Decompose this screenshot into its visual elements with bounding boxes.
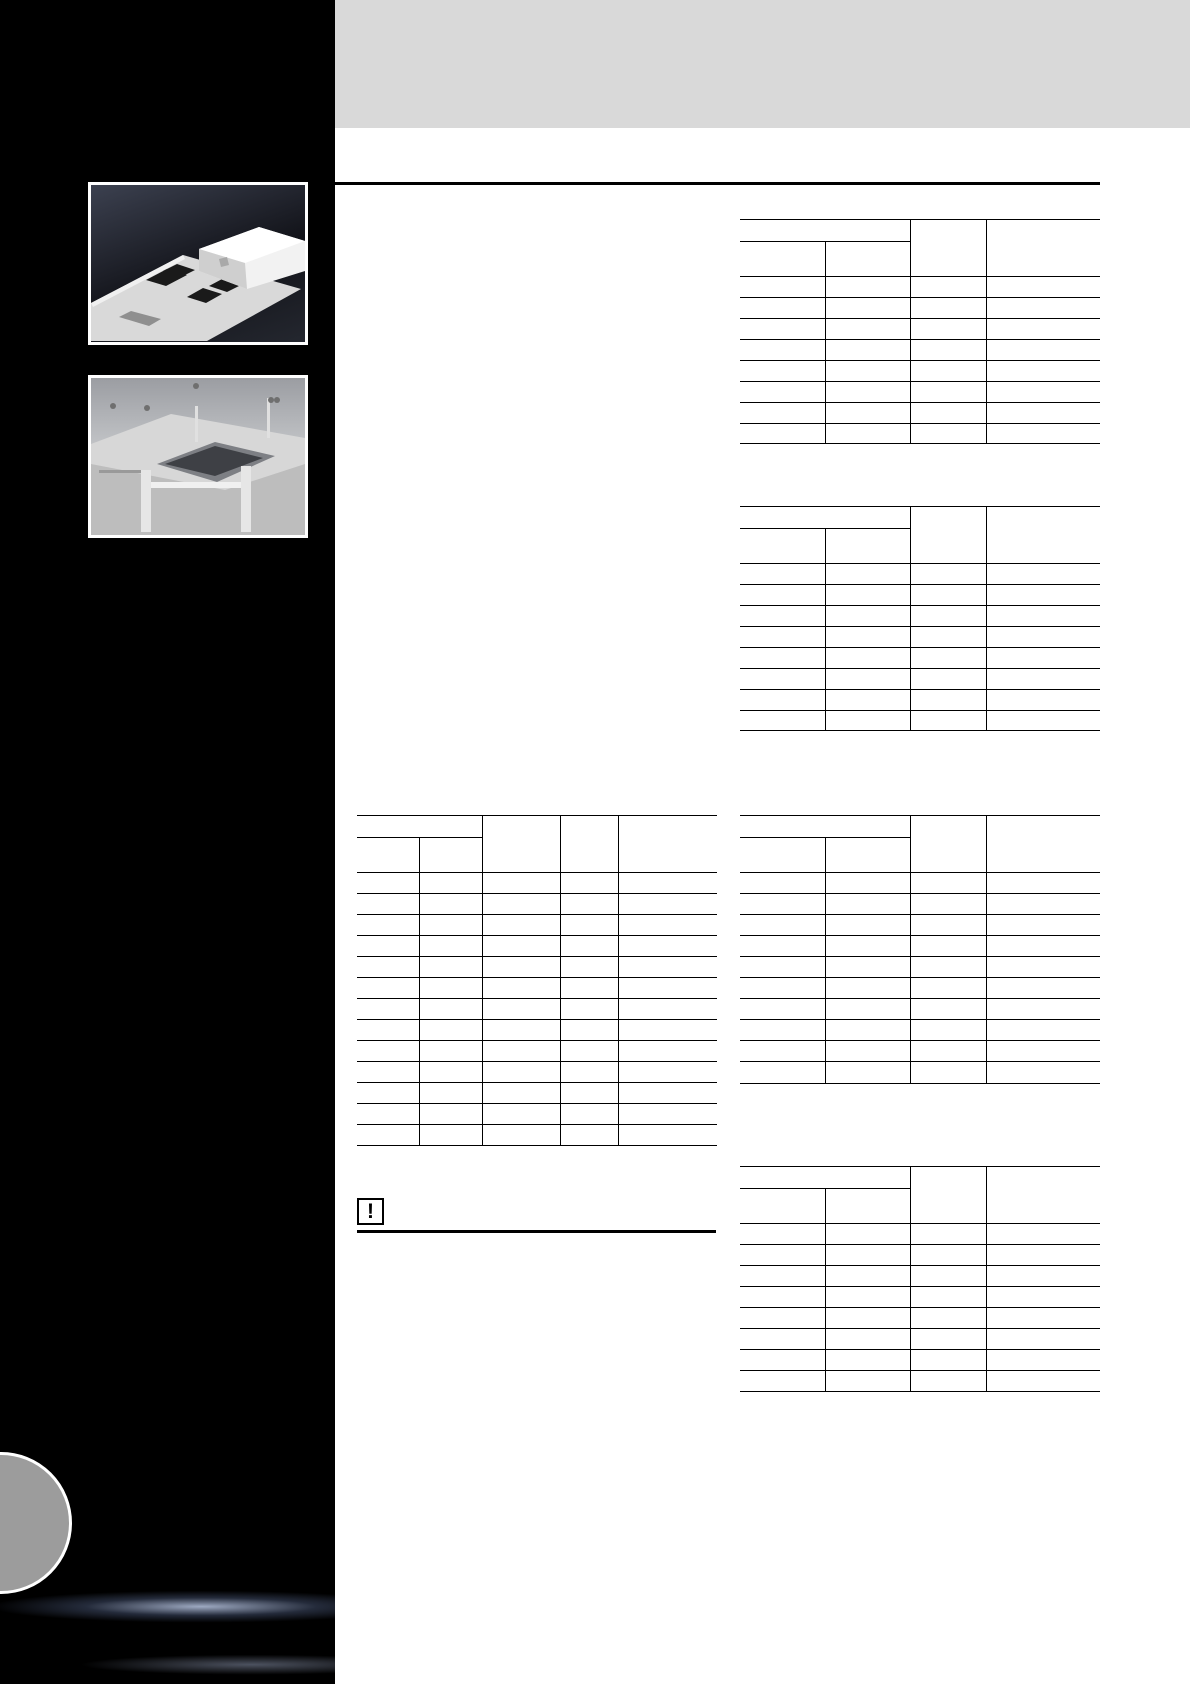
table-row-line: [740, 402, 1100, 403]
table-row-line: [740, 956, 1100, 957]
table-row-line: [740, 605, 1100, 606]
table-row-line: [740, 1083, 1100, 1084]
table-row-line: [740, 276, 1100, 277]
table-row-line: [740, 360, 1100, 361]
table-row-line: [740, 1328, 1100, 1329]
table-row-line: [740, 689, 1100, 690]
warning-rule: [357, 1230, 716, 1233]
table-row-line: [740, 710, 1100, 711]
table-row-line: [357, 1103, 717, 1104]
table-column-line: [986, 506, 987, 730]
table-row-line: [740, 584, 1100, 585]
header-band: [335, 0, 1190, 128]
table-row-line: [740, 1370, 1100, 1371]
table-row-line: [740, 626, 1100, 627]
table-row-line: [740, 1265, 1100, 1266]
table-row-line: [740, 339, 1100, 340]
spec-table-5: [740, 1166, 1100, 1391]
table-row-line: [740, 423, 1100, 424]
table-row-line: [740, 815, 1100, 816]
table-column-line: [825, 241, 826, 443]
spec-table-1: [740, 219, 1100, 443]
table-row-line: [740, 443, 1100, 444]
table-row-line: [357, 914, 717, 915]
table-column-line: [482, 815, 483, 1145]
table-row-line: [357, 872, 717, 873]
table-row-line: [740, 1244, 1100, 1245]
table-row-line: [740, 647, 1100, 648]
table-row-line: [740, 893, 1100, 894]
table-column-line: [825, 1188, 826, 1391]
table-row-line: [740, 872, 1100, 873]
table-row-line: [740, 563, 1100, 564]
table-column-line: [560, 815, 561, 1145]
table-column-line: [910, 1166, 911, 1391]
table-row-line: [357, 956, 717, 957]
table-row-line: [740, 297, 1100, 298]
table-column-line: [986, 219, 987, 443]
table-row-line: [740, 998, 1100, 999]
table-row-line: [357, 1061, 717, 1062]
table-column-line: [910, 506, 911, 730]
spec-table-2: [740, 506, 1100, 730]
table-column-line: [986, 1166, 987, 1391]
table-row-line: [740, 318, 1100, 319]
table-row-line: [740, 1307, 1100, 1308]
sidebar: [0, 0, 335, 1684]
product-photo-roof-plates: [88, 182, 308, 345]
table-row-line: [740, 1061, 1100, 1062]
table-row-line: [740, 1286, 1100, 1287]
table-column-line: [618, 815, 619, 1145]
roof-plate-illustration: [91, 185, 305, 342]
table-row-line: [357, 893, 717, 894]
table-row-line: [357, 1124, 717, 1125]
table-column-line: [825, 528, 826, 730]
warning-icon: !: [357, 1198, 384, 1225]
table-row-line: [357, 977, 717, 978]
table-row-line: [740, 506, 1100, 507]
table-row-line: [740, 730, 1100, 731]
header-rule: [335, 182, 1100, 185]
table-row-line: [740, 668, 1100, 669]
spec-table-4: [740, 815, 1100, 1083]
table-row-line: [740, 914, 1100, 915]
table-row-line: [740, 977, 1100, 978]
table-row-line: [357, 1040, 717, 1041]
table-row-line: [357, 815, 717, 816]
spec-table-3: [357, 815, 717, 1145]
enclosure-assembly-illustration: [91, 378, 305, 535]
table-row-line: [740, 1349, 1100, 1350]
table-row-line: [357, 998, 717, 999]
table-row-line: [357, 1019, 717, 1020]
table-column-line: [825, 837, 826, 1083]
table-row-line: [357, 1145, 717, 1146]
table-column-line: [419, 837, 420, 1145]
table-row-line: [740, 219, 1100, 220]
table-row-line: [740, 381, 1100, 382]
table-row-line: [357, 1082, 717, 1083]
table-row-line: [740, 1040, 1100, 1041]
table-column-line: [986, 815, 987, 1083]
table-row-line: [740, 935, 1100, 936]
table-row-line: [357, 935, 717, 936]
table-row-line: [740, 1166, 1100, 1167]
sidebar-light-glow: [0, 1555, 335, 1684]
table-column-line: [910, 815, 911, 1083]
table-row-line: [740, 1019, 1100, 1020]
product-photo-enclosure-assembly: [88, 375, 308, 538]
table-row-line: [740, 1223, 1100, 1224]
table-column-line: [910, 219, 911, 443]
table-row-line: [740, 1391, 1100, 1392]
